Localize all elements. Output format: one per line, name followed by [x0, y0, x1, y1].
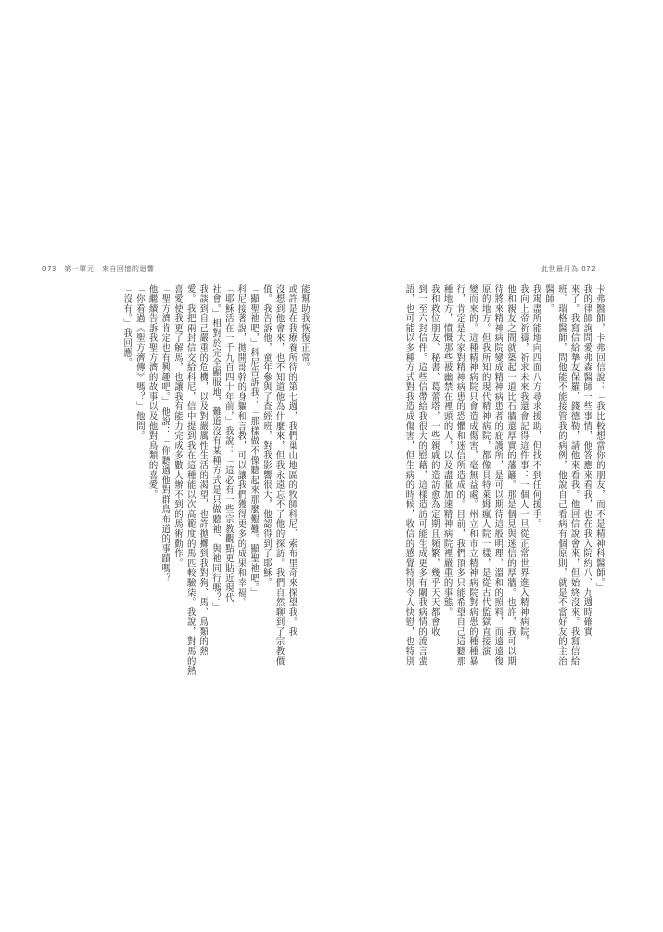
text-column: 來了。我寫信給摯友保羅．錢德勒，請他來看我。他回信說會來，但始終沒來。我寫信給: [568, 284, 580, 666]
text-column: 社會。」相對於完全顯服地，難道沒有某種方式是只做聽祂、與祂同行嗎？」: [210, 284, 222, 613]
text-column: 我的律師詢問愛弗森醫師一些事情，他答應來看我，也在我入院約八、九週時確實: [581, 284, 593, 637]
text-column: 卡弗醫師，卡弗回信說：「我比較想當你的朋友，而不是精神科醫師。」: [594, 284, 605, 593]
running-head-left: 073 第一單元 來自回憶的迴響: [42, 265, 155, 273]
text-column: 班．瑞格醫師，問他能不能接管我的病例，他說自己看病有個原則，就是不當好友的主治: [555, 284, 567, 666]
text-column: 「你看過《聖方濟傳》嗎？」他問。: [133, 284, 145, 441]
text-column: 待將來精神病院變成精神病患者的庇護所，是可以期待這般明理、溫和的照料，而遠遠復: [492, 284, 504, 666]
text-column: 喜愛使我更了解馬，也讓我有能力完成多數人辦不到的馬術動作。: [171, 284, 183, 568]
text-column: 「耶穌活在一千九百四十年前，」我說：「這必有一些宗教觀點更貼近現代: [222, 284, 234, 603]
text-column: 語，也可能以多種方式對我造成傷害，但生病的時候，收信的感覺特別令人快慰，也特別: [403, 284, 415, 666]
running-head-right: 此世最月為 072: [541, 265, 597, 273]
right-page-body: [352, 284, 605, 694]
text-column: 「聖方濟肯定也有興趣吧。」他說：「你聽過他對群鳥布道的事蹟嗎？: [159, 284, 171, 583]
text-column: 科尼接著說，拋開哥幹的身軀和言教，可以讓我們獲得更多的成果和幸福。: [235, 284, 247, 608]
text-column: 「沒有。」我回應。: [121, 284, 133, 368]
text-column: 或許是在我療養所待的第七週，我們巢山地區的牧師科尼．索布里奇來探望我。我: [286, 284, 298, 637]
text-column: 變而來的。這種精神病院只會造成傷害，毫無益處。州立和市立精神病院對病患的種種暴: [466, 284, 478, 666]
text-column: 我竭盡所能地向四面八方尋求援助，但找不到任何援手。: [530, 284, 542, 529]
left-page-body: [60, 284, 310, 694]
text-column: 「顯聖祂吧，」科尼告訴我：「那樣做不像聽起來那麼艱難。顯聖祂吧。」: [248, 284, 260, 598]
text-column: 種地方，憤慨那些被幽禁在裡頭的人，以及盡量加速精神病院裡嚴重的事態。: [441, 284, 453, 617]
text-column: 原的地方。但我所知的現代精神病院，都像貝特萊姆瘋人院一樣，是從古代監獄直接演: [479, 284, 491, 657]
text-column: 我向上帝祈禱，祈求未來我還會記得這件事：一個人一旦從正常世界進入精神病院，: [517, 284, 529, 647]
text-column: 沒想到他會來，也不知道他為什麼來，但我永遠忘不了他的探訪。我們自然聊到了宗教價: [273, 284, 285, 666]
text-column: 到一至六封信件。這些信帶給我很大的慰藉，這樣造訪可能生成更多有關我病情的流言蜚: [416, 284, 428, 666]
text-column: 我和救位朋友、秘書、葛蕾塔，一些親戚的造訪愈為定期且頻繁，幾乎天天都會收: [428, 284, 440, 637]
text-column: 行，肯定是大家對精神病患的恐懼和迷信所造成的。目前，我們頂多只能希望自己這聽那: [454, 284, 466, 666]
text-column: 值。我告訴他，童年參與了查經班，對我影響很大，他認得到了耶穌。: [260, 284, 272, 588]
text-column: 我談到自己嚴重的危機，以及對嚴厲性生活的渴望，也許拋擲到我對狗、馬、鳥類的熱: [197, 284, 209, 657]
text-column: 他和親友之間就築起一道比石牆還厚實的藩籬。那是個見與迷信的厚牆。也許，我可以期: [505, 284, 517, 666]
text-column: 能幫助我恢復正常。: [299, 284, 310, 373]
text-column: 醫師。: [543, 284, 555, 314]
text-column: 他繼續告訴我聖方濟的故事以及他對鳥類的喜愛。: [146, 284, 158, 500]
text-column: 愛。我把兩封信交給科尼，信中提到我在這種能以次高範度的馬匹較驗柒。我說，對馬的熱: [184, 284, 196, 676]
